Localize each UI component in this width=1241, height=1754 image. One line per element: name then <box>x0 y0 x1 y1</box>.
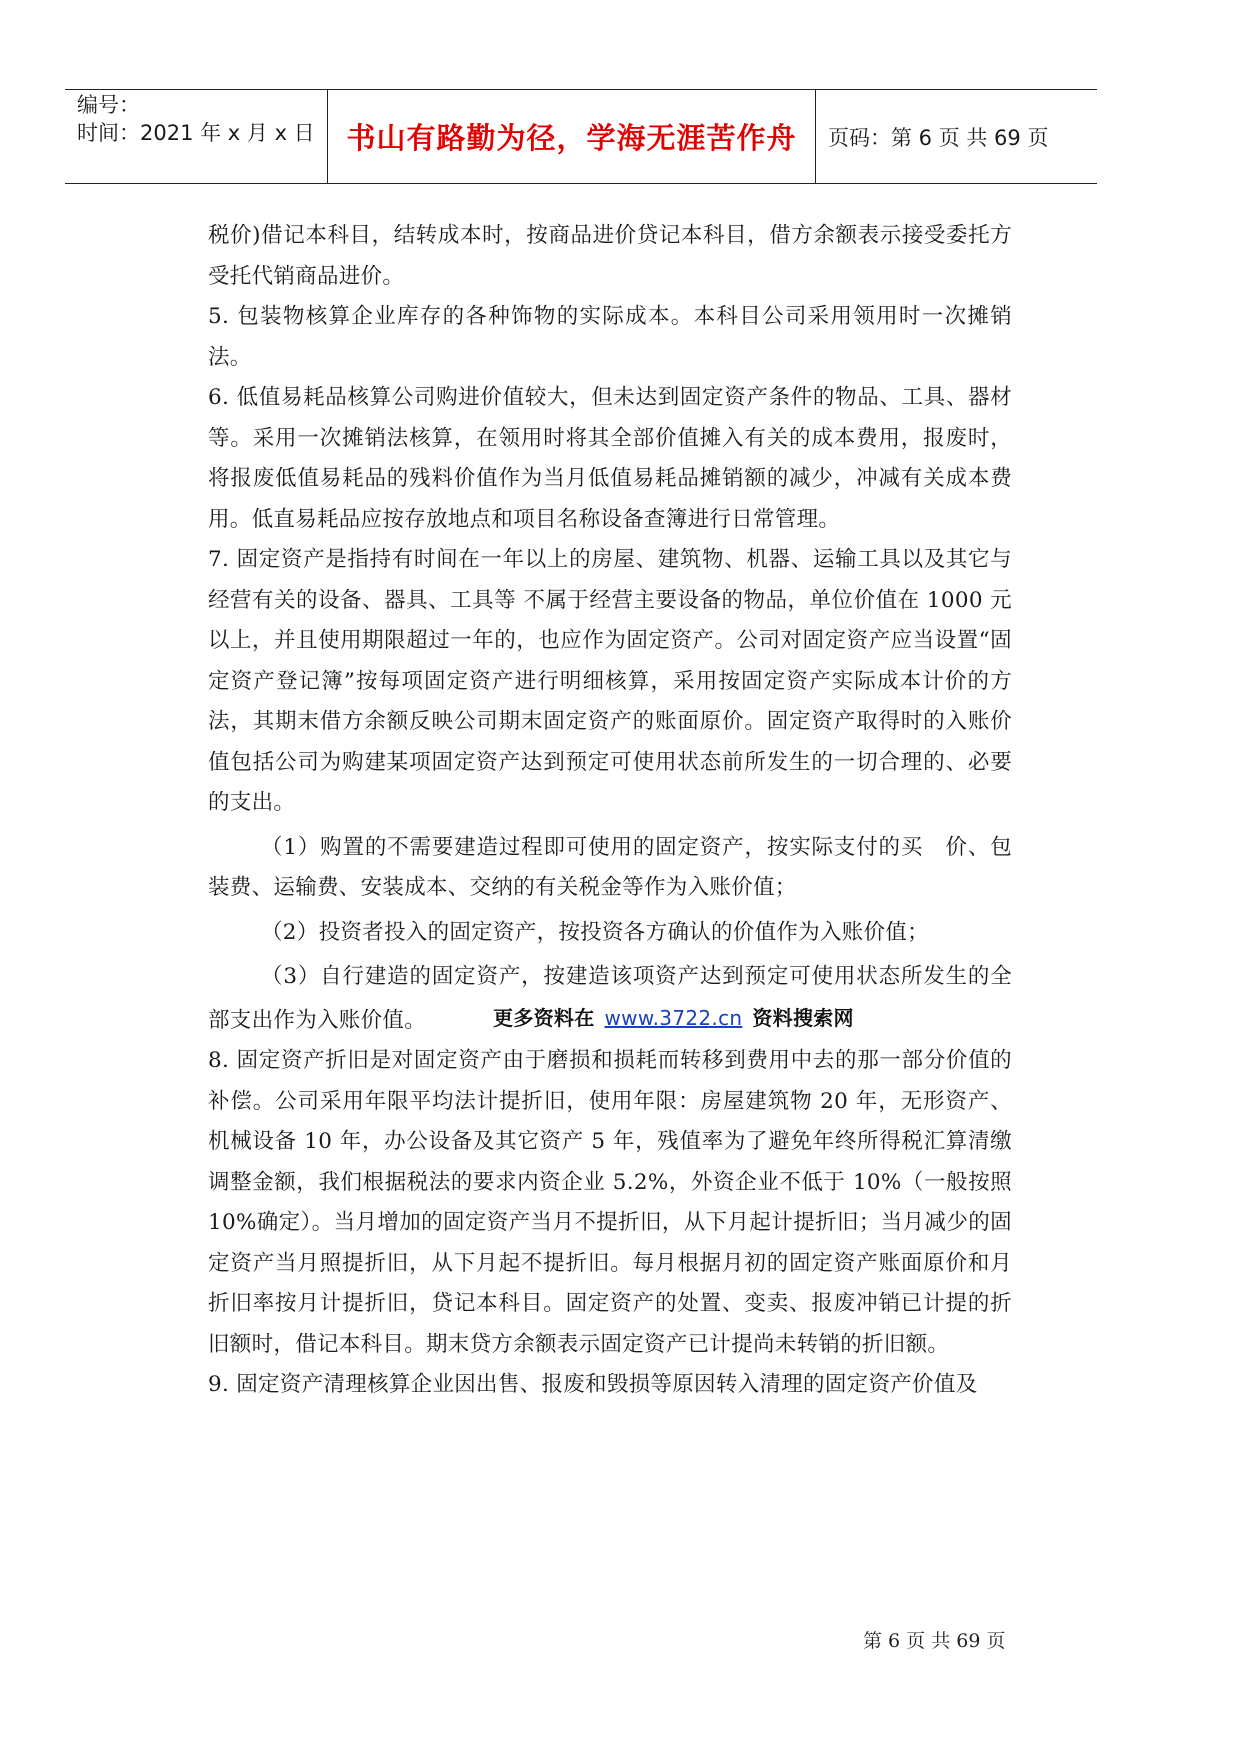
watermark-suffix: 资料搜索网 <box>752 1005 854 1030</box>
paragraph-item-5: 5. 包装物核算企业库存的各种饰物的实际成本。本科目公司采用领用时一次摊销法。 <box>208 304 1012 370</box>
page-header <box>65 89 1097 184</box>
page-footer: 第 6 页 共 69 页 <box>863 1630 1006 1652</box>
paragraph-item-6: 6. 低值易耗品核算公司购进价值较大，但未达到固定资产条件的物品、工具、器材等。采用一次摊销法核算，在领用时将其全部价值摊入有关的成本费用，报废时，将报废低值易耗品的残料价值作为当月低值易耗品摊销额的减少，冲减有关成本费用。低直易耗品应按存放地点和项目名称设备查簿进行日常管理。 <box>208 385 1012 532</box>
paragraph-sub-3-text: （3）自行建造的固定资产，按建造该项资产达到预定可使用状态所发生的全部支出作为入账价值。 <box>208 964 1012 1033</box>
watermark-prefix: 更多资料在 <box>493 1005 595 1030</box>
header-meta <box>65 90 327 183</box>
document-body <box>208 216 1012 1406</box>
document-number-label: 编号： <box>77 93 140 117</box>
paragraph-item-9: 9. 固定资产清理核算企业因出售、报废和毁损等原因转入清理的固定资产价值及 <box>208 1372 978 1397</box>
paragraph-continued: 税价)借记本科目，结转成本时，按商品进价贷记本科目，借方余额表示接受委托方受托代销商品进价。 <box>208 223 1012 289</box>
header-motto: 书山有路勤为径，学海无涯苦作舟 <box>327 90 816 183</box>
paragraph-item-7: 7. 固定资产是指持有时间在一年以上的房屋、建筑物、机器、运输工具以及其它与经营有关的设备、器具、工具等 不属于经营主要设备的物品，单位价值在 1000 元以上，并且使用期限超过一年的，也应作为固定资产。公司对固定资产应当设置“固定资产登记簿”按每项固定资产进行明细核算，采用按固定资产实际成本计价的方法，其期末借方余额反映公司期末固定资产的账面原价。固定资产取得时的入账价值包括公司为购建某项固定资产达到预定可使用状态前所发生的一切合理的、必要的支出。 <box>208 547 1012 815</box>
paragraph-sub-3 <box>208 957 1012 1041</box>
document-date: 时间：2021 年 x 月 x 日 <box>77 121 315 145</box>
paragraph-item-8: 8. 固定资产折旧是对固定资产由于磨损和损耗而转移到费用中去的那一部分价值的补偿。公司采用年限平均法计提折旧，使用年限：房屋建筑物 20 年，无形资产、机械设备 10 年，办公设备及其它资产 5 年，残值率为了避免年终所得税汇算清缴调整金额，我们根据税法的要求内资企业 5.2%，外资企业不低于 10%（一般按照 10%确定）。当月增加的固定资产当月不提折旧，从下月起计提折旧；当月减少的固定资产当月照提折旧，从下月起不提折旧。每月根据月初的固定资产账面原价和月折旧率按月计提折旧，贷记本科目。固定资产的处置、变卖、报废冲销已计提的折旧额时，借记本科目。期末贷方余额表示固定资产已计提尚未转销的折旧额。 <box>208 1048 1012 1357</box>
header-page-info <box>816 90 1097 183</box>
paragraph-sub-2: （2）投资者投入的固定资产，按投资各方确认的价值作为入账价值； <box>261 919 929 945</box>
page-info-text: 页码：第 6 页 共 69 页 <box>828 125 1049 150</box>
watermark-link[interactable]: www.3722.cn <box>604 1005 743 1030</box>
paragraph-sub-1: （1）购置的不需要建造过程即可使用的固定资产，按实际支付的买 价、包装费、运输费、安装成本、交纳的有关税金等作为入账价值； <box>208 834 1012 900</box>
watermark-ad <box>440 998 854 1039</box>
